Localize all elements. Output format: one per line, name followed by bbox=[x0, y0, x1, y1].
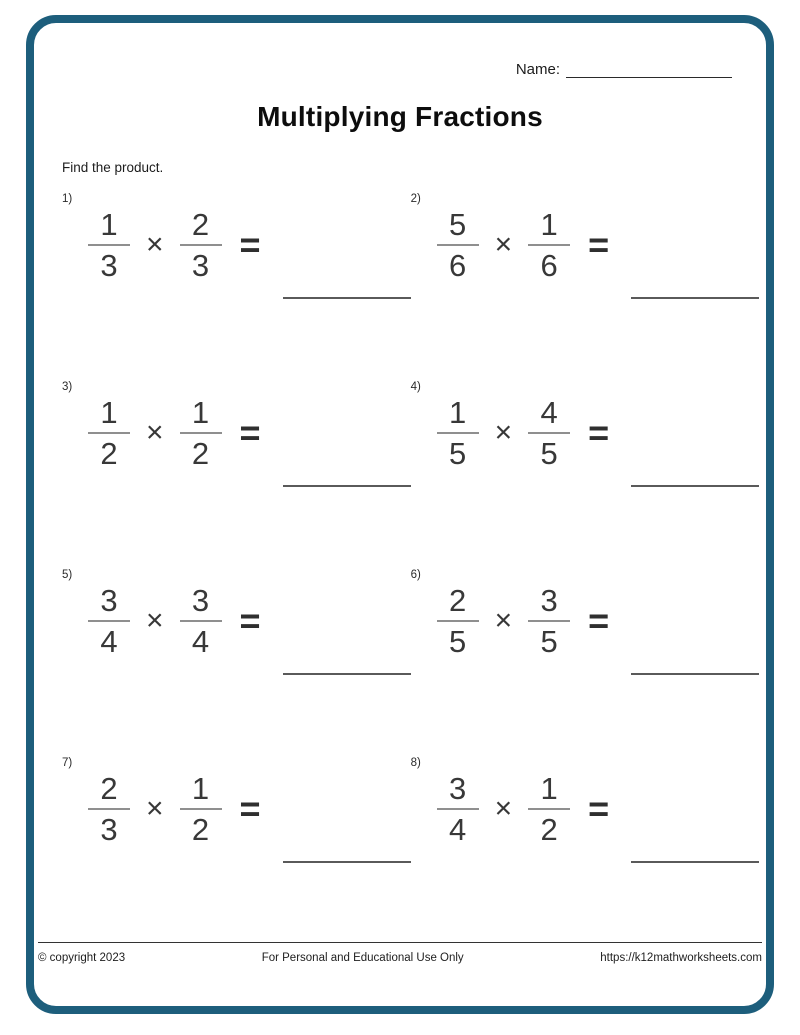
footer bbox=[38, 942, 762, 964]
answer-blank[interactable] bbox=[283, 861, 411, 863]
second-fraction-numerator: 4 bbox=[540, 394, 558, 430]
answer-blank[interactable] bbox=[631, 485, 759, 487]
fraction-bar bbox=[88, 808, 130, 810]
problem bbox=[62, 191, 411, 379]
first-fraction bbox=[437, 770, 479, 848]
problems-grid bbox=[62, 191, 738, 943]
first-fraction bbox=[88, 770, 130, 848]
fraction-bar bbox=[180, 244, 222, 246]
multiply-sign: × bbox=[494, 228, 513, 261]
footer-copyright: © copyright 2023 bbox=[38, 952, 126, 964]
second-fraction-denominator: 6 bbox=[540, 248, 558, 284]
first-fraction-numerator: 1 bbox=[100, 206, 118, 242]
first-fraction-numerator: 1 bbox=[448, 394, 467, 430]
problem-number: 5) bbox=[62, 569, 73, 581]
problem-number: 8) bbox=[410, 757, 421, 769]
second-fraction-denominator: 2 bbox=[191, 812, 210, 848]
fraction-bar bbox=[437, 620, 479, 622]
multiply-sign: × bbox=[146, 792, 164, 825]
answer-blank[interactable] bbox=[631, 297, 759, 299]
fraction-bar bbox=[528, 244, 570, 246]
problem bbox=[411, 191, 760, 379]
second-fraction bbox=[528, 770, 570, 848]
second-fraction bbox=[180, 394, 222, 472]
second-fraction-denominator: 5 bbox=[540, 624, 558, 660]
second-fraction bbox=[180, 206, 222, 284]
second-fraction-denominator: 2 bbox=[191, 436, 210, 472]
equals-sign: = bbox=[588, 788, 610, 829]
multiply-sign: × bbox=[494, 604, 513, 637]
fraction-bar bbox=[437, 244, 479, 246]
second-fraction bbox=[528, 206, 570, 284]
first-fraction-numerator: 3 bbox=[448, 770, 467, 806]
fraction-bar bbox=[437, 808, 479, 810]
fraction-bar bbox=[528, 808, 570, 810]
problem-equation bbox=[437, 389, 760, 477]
second-fraction bbox=[528, 582, 570, 660]
name-row bbox=[516, 59, 732, 78]
fraction-bar bbox=[180, 620, 222, 622]
name-label: Name: bbox=[515, 61, 560, 78]
first-fraction-numerator: 5 bbox=[448, 206, 467, 242]
instruction-text: Find the product. bbox=[62, 160, 164, 175]
first-fraction-numerator: 3 bbox=[100, 582, 118, 618]
fraction-bar bbox=[528, 432, 570, 434]
first-fraction-numerator: 2 bbox=[100, 770, 118, 806]
equals-sign: = bbox=[588, 224, 610, 265]
second-fraction-numerator: 2 bbox=[191, 206, 210, 242]
page-title: Multiplying Fractions bbox=[257, 101, 543, 132]
problem-number: 4) bbox=[410, 381, 421, 393]
problem-equation bbox=[88, 389, 411, 477]
problem-number: 1) bbox=[62, 193, 73, 205]
second-fraction-numerator: 1 bbox=[540, 206, 558, 242]
problem bbox=[62, 755, 411, 943]
first-fraction-denominator: 4 bbox=[100, 624, 118, 660]
first-fraction-denominator: 3 bbox=[100, 248, 118, 284]
problem-equation bbox=[88, 577, 411, 665]
multiply-sign: × bbox=[494, 792, 513, 825]
answer-blank[interactable] bbox=[631, 673, 759, 675]
multiply-sign: × bbox=[146, 416, 164, 449]
second-fraction-numerator: 3 bbox=[191, 582, 210, 618]
second-fraction bbox=[180, 770, 222, 848]
second-fraction-numerator: 1 bbox=[540, 770, 558, 806]
second-fraction-numerator: 1 bbox=[191, 770, 210, 806]
problem-number: 2) bbox=[410, 193, 421, 205]
first-fraction-denominator: 2 bbox=[100, 436, 118, 472]
problem-equation bbox=[437, 765, 760, 853]
first-fraction-denominator: 4 bbox=[448, 812, 467, 848]
problem-number: 6) bbox=[410, 569, 421, 581]
first-fraction bbox=[88, 394, 130, 472]
first-fraction bbox=[437, 582, 479, 660]
second-fraction-denominator: 2 bbox=[540, 812, 558, 848]
equals-sign: = bbox=[239, 224, 261, 265]
multiply-sign: × bbox=[146, 228, 164, 261]
problem-equation bbox=[88, 201, 411, 289]
equals-sign: = bbox=[588, 412, 610, 453]
second-fraction bbox=[180, 582, 222, 660]
problem bbox=[411, 567, 760, 755]
first-fraction-numerator: 1 bbox=[100, 394, 118, 430]
fraction-bar bbox=[437, 432, 479, 434]
problem bbox=[62, 379, 411, 567]
name-input-line[interactable] bbox=[566, 59, 732, 78]
fraction-bar bbox=[88, 620, 130, 622]
first-fraction bbox=[437, 206, 479, 284]
second-fraction-numerator: 1 bbox=[191, 394, 210, 430]
first-fraction-denominator: 5 bbox=[448, 624, 467, 660]
problem bbox=[411, 755, 760, 943]
second-fraction-numerator: 3 bbox=[540, 582, 558, 618]
first-fraction-denominator: 6 bbox=[448, 248, 467, 284]
problem-equation bbox=[88, 765, 411, 853]
fraction-bar bbox=[180, 808, 222, 810]
answer-blank[interactable] bbox=[631, 861, 759, 863]
first-fraction bbox=[88, 206, 130, 284]
first-fraction-denominator: 5 bbox=[448, 436, 467, 472]
first-fraction bbox=[88, 582, 130, 660]
second-fraction-denominator: 4 bbox=[191, 624, 210, 660]
fraction-bar bbox=[180, 432, 222, 434]
equals-sign: = bbox=[239, 412, 261, 453]
equals-sign: = bbox=[239, 600, 261, 641]
answer-blank[interactable] bbox=[283, 297, 411, 299]
answer-blank[interactable] bbox=[283, 485, 411, 487]
fraction-bar bbox=[528, 620, 570, 622]
first-fraction bbox=[437, 394, 479, 472]
footer-url-link[interactable]: https://k12mathworksheets.com bbox=[600, 952, 762, 964]
footer-usage: For Personal and Educational Use Only bbox=[261, 952, 464, 964]
equals-sign: = bbox=[239, 788, 261, 829]
problem-number: 3) bbox=[62, 381, 73, 393]
second-fraction-denominator: 3 bbox=[191, 248, 210, 284]
worksheet-content bbox=[34, 23, 766, 1006]
second-fraction-denominator: 5 bbox=[540, 436, 558, 472]
second-fraction bbox=[528, 394, 570, 472]
problem bbox=[62, 567, 411, 755]
first-fraction-numerator: 2 bbox=[448, 582, 467, 618]
equals-sign: = bbox=[588, 600, 610, 641]
first-fraction-denominator: 3 bbox=[100, 812, 118, 848]
fraction-bar bbox=[88, 244, 130, 246]
multiply-sign: × bbox=[494, 416, 513, 449]
answer-blank[interactable] bbox=[283, 673, 411, 675]
problem-equation bbox=[437, 577, 760, 665]
fraction-bar bbox=[88, 432, 130, 434]
problem-number: 7) bbox=[62, 757, 73, 769]
problem bbox=[411, 379, 760, 567]
multiply-sign: × bbox=[146, 604, 164, 637]
problem-equation bbox=[437, 201, 760, 289]
